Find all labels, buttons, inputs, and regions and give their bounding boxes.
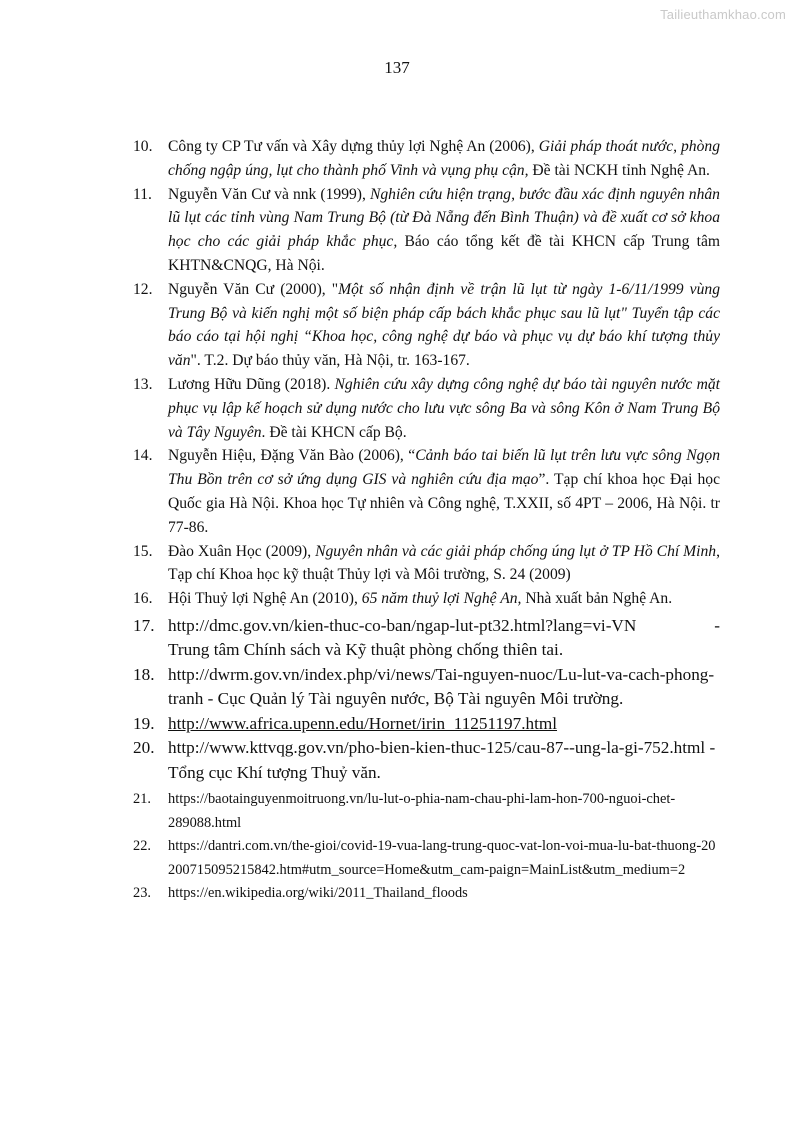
reference-number: 15.: [133, 542, 153, 560]
reference-item: [133, 712, 720, 737]
reference-text: https://baotainguyenmoitruong.vn/lu-lut-o-phia-nam-chau-phi-lam-hon-700-nguoi-chet-289088.html: [168, 791, 676, 831]
reference-authors: Nguyễn Văn Cư (2000), ": [168, 280, 339, 298]
reference-item: [133, 540, 720, 588]
reference-list: [133, 135, 720, 906]
reference-title: Nghiên cứu xây dựng công nghệ dự báo tài nguyên nước mặt phục vụ lập kế hoạch sử dụng nước cho lưu vực sông Ba và sông Kôn ở Nam Trung Bộ và Tây Nguyên: [168, 375, 720, 441]
reference-dash: -: [714, 615, 720, 635]
reference-item: [133, 882, 720, 906]
reference-authors: Hội Thuỷ lợi Nghệ An (2010),: [168, 590, 362, 608]
reference-authors: Lương Hữu Dũng (2018).: [168, 375, 335, 393]
reference-title: Nguyên nhân và các giải pháp chống úng lụt ở TP Hồ Chí Minh: [315, 542, 717, 560]
reference-title: Nghiên cứu hiện trạng, bước đầu xác định nguyên nhân lũ lụt các tỉnh vùng Nam Trung Bộ (từ Đà Nẵng đến Bình Thuận) và đề xuất cơ sở khoa học cho các giải pháp khắc phục,: [168, 185, 720, 251]
reference-number: 11.: [133, 185, 152, 203]
reference-source: ”. Tạp chí khoa học Đại học Quốc gia Hà Nội. Khoa học Tự nhiên và Công nghệ, T.XXII, số 4PT – 2006, Hà Nội. tr 77-86.: [168, 471, 720, 536]
reference-item: [133, 788, 720, 835]
reference-url: http://dmc.gov.vn/kien-thuc-co-ban/ngap-lut-pt32.html?lang=vi-VN: [168, 615, 637, 635]
reference-item: [133, 663, 720, 712]
reference-item: [133, 736, 720, 785]
watermark: Tailieuthamkhao.com: [660, 7, 786, 22]
reference-number: 22.: [133, 838, 151, 855]
reference-number: 12.: [133, 280, 153, 298]
reference-number: 14.: [133, 447, 153, 465]
reference-item: [133, 373, 720, 444]
reference-text: https://dantri.com.vn/the-gioi/covid-19-vua-lang-trung-quoc-vat-lon-voi-mua-lu-bat-thuong-20200715095215842.htm#utm_source=Home&utm_cam-paign=MainList&utm_medium=2: [168, 838, 716, 878]
reference-text: http://dwrm.gov.vn/index.php/vi/news/Tai-nguyen-nuoc/Lu-lut-va-cach-phong-tranh - Cục Quản lý Tài nguyên nước, Bộ Tài nguyên Môi trường.: [168, 664, 715, 709]
reference-number: 23.: [133, 885, 151, 902]
reference-item: [133, 183, 720, 278]
reference-item: [133, 587, 720, 611]
reference-link[interactable]: http://www.africa.upenn.edu/Hornet/irin_11251197.html: [168, 713, 558, 733]
reference-source: , Tạp chí Khoa học kỹ thuật Thủy lợi và Môi trường, S. 24 (2009): [168, 542, 720, 584]
reference-title: Một số nhận định về trận lũ lụt từ ngày 1-6/11/1999 vùng Trung Bộ và kiến nghị một số biện pháp cấp bách khắc phục sau lũ lụt" Tuyển tập các báo cáo tại hội nghị “Khoa học, công nghệ dự báo và phục vụ dự báo khí tượng thủy văn: [168, 280, 720, 370]
reference-text: http://www.kttvqg.gov.vn/pho-bien-kien-thuc-125/cau-87--ung-la-gi-752.html - Tổng cục Khí tượng Thuỷ văn.: [168, 738, 716, 782]
reference-source: Báo cáo tổng kết đề tài KHCN cấp Trung tâm KHTN&CNQG, Hà Nội.: [168, 233, 720, 274]
reference-number: 17.: [133, 615, 155, 635]
reference-number: 18.: [133, 664, 155, 684]
reference-item: [133, 278, 720, 373]
reference-source: Nhà xuất bản Nghệ An.: [521, 590, 673, 608]
reference-source: Trung tâm Chính sách và Kỹ thuật phòng chống thiên tai.: [168, 640, 564, 660]
reference-authors: Công ty CP Tư vấn và Xây dựng thủy lợi Nghệ An (2006),: [168, 138, 539, 155]
reference-source: ". T.2. Dự báo thủy văn, Hà Nội, tr. 163-167.: [190, 352, 470, 370]
reference-number: 13.: [133, 375, 153, 393]
reference-source: Đề tài NCKH tỉnh Nghệ An.: [528, 161, 710, 179]
reference-number: 16.: [133, 590, 153, 608]
reference-authors: Đào Xuân Học (2009),: [168, 542, 316, 560]
reference-item: [133, 614, 720, 663]
reference-item: [133, 135, 720, 183]
reference-authors: Nguyễn Văn Cư và nnk (1999),: [168, 185, 370, 203]
reference-title: Giải pháp thoát nước, phòng chống ngập úng, lụt cho thành phố Vinh và vụng phụ cận,: [168, 138, 720, 179]
reference-text: https://en.wikipedia.org/wiki/2011_Thailand_floods: [168, 885, 468, 902]
reference-item: [133, 835, 720, 882]
reference-source: . Đề tài KHCN cấp Bộ.: [261, 423, 407, 441]
reference-authors: Nguyễn Hiệu, Đặng Văn Bào (2006), “: [168, 447, 416, 465]
reference-number: 19.: [133, 713, 155, 733]
reference-number: 20.: [133, 738, 155, 758]
reference-title: 65 năm thuỷ lợi Nghệ An,: [361, 590, 522, 608]
reference-title: Cảnh báo tai biến lũ lụt trên lưu vực sông Ngọn Thu Bồn trên cơ sở ứng dụng GIS và nghiên cứu địa mạo: [168, 447, 720, 489]
reference-number: 10.: [133, 138, 153, 155]
reference-item: [133, 444, 720, 539]
page-number: 137: [384, 58, 410, 77]
reference-number: 21.: [133, 791, 151, 808]
